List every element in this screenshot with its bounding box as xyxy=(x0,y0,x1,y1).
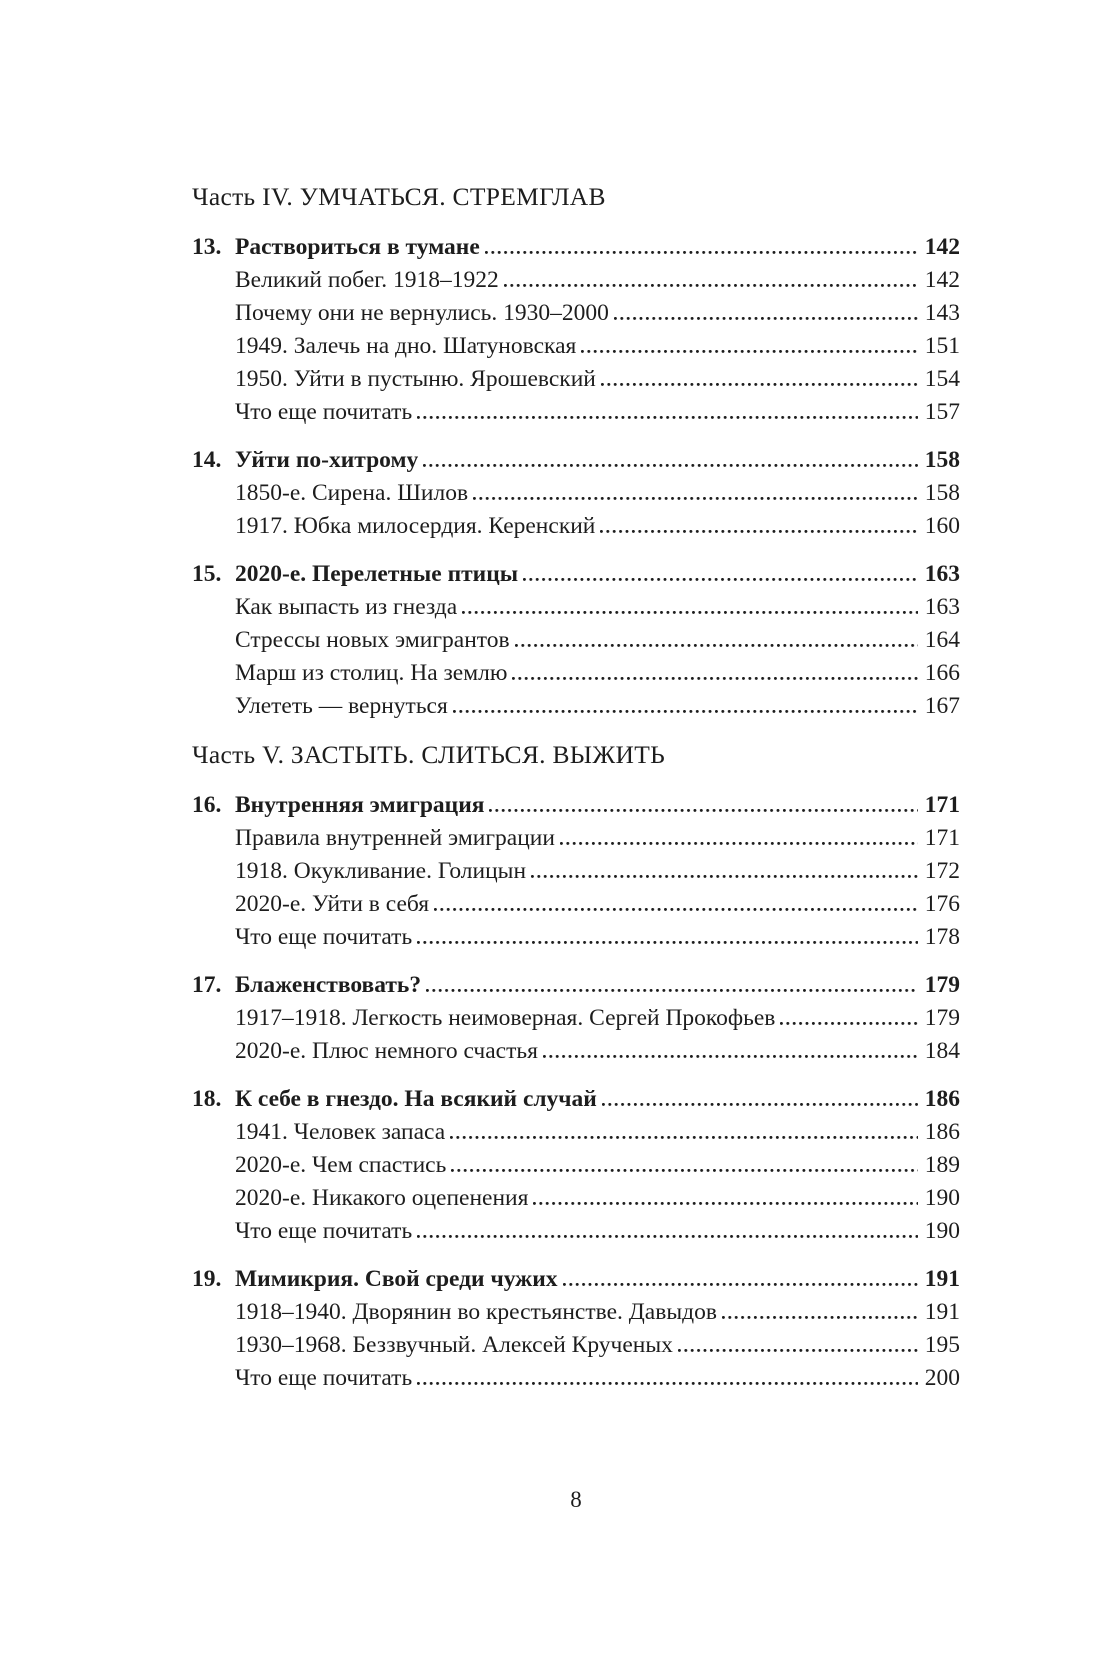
toc-chapter-entry xyxy=(192,558,960,591)
toc-sub-entry xyxy=(192,363,960,396)
sub-entry-page-number: 163 xyxy=(924,594,960,620)
dot-leader xyxy=(523,578,918,581)
sub-entry-page-number: 142 xyxy=(924,267,960,293)
toc-chapter-entry xyxy=(192,969,960,1002)
toc-part-heading xyxy=(192,180,960,214)
dot-leader xyxy=(417,416,918,419)
sub-entry-page-number: 178 xyxy=(924,924,960,950)
sub-entry-title: Стрессы новых эмигрантов xyxy=(235,627,510,653)
sub-entry-title: 1950. Уйти в пустыню. Ярошевский xyxy=(235,366,596,392)
toc-sub-entry xyxy=(192,1215,960,1248)
chapter-number: 18. xyxy=(192,1086,222,1112)
dot-leader xyxy=(600,530,917,533)
dot-leader xyxy=(515,644,918,647)
chapter-page-number: 191 xyxy=(924,1266,960,1292)
chapter-title: 2020-е. Перелетные птицы xyxy=(235,561,519,587)
sub-entry-title: 1941. Человек запаса xyxy=(235,1119,446,1145)
sub-entry-page-number: 184 xyxy=(924,1038,960,1064)
chapter-number: 16. xyxy=(192,792,222,818)
toc-chapter-entry xyxy=(192,789,960,822)
dot-leader xyxy=(450,1136,918,1139)
chapter-number: 19. xyxy=(192,1266,222,1292)
chapter-number: 14. xyxy=(192,447,222,473)
dot-leader xyxy=(512,677,917,680)
toc-sub-entry xyxy=(192,921,960,954)
toc-sub-entry xyxy=(192,690,960,723)
sub-entry-title: Что еще почитать xyxy=(235,399,413,425)
sub-entry-title: 1949. Залечь на дно. Шатуновская xyxy=(235,333,577,359)
dot-leader xyxy=(426,989,918,992)
toc-chapter-entry xyxy=(192,444,960,477)
toc-sub-entry xyxy=(192,888,960,921)
dot-leader xyxy=(504,284,918,287)
toc-sub-entry xyxy=(192,1329,960,1362)
dot-leader xyxy=(473,497,918,500)
chapter-page-number: 142 xyxy=(924,234,960,260)
sub-entry-page-number: 171 xyxy=(924,825,960,851)
footer-page-number: 8 xyxy=(570,1487,582,1512)
dot-leader xyxy=(543,1055,918,1058)
toc-sub-entry xyxy=(192,330,960,363)
chapter-title: Блаженствовать? xyxy=(235,972,422,998)
sub-entry-page-number: 172 xyxy=(924,858,960,884)
chapter-title: Уйти по-хитрому xyxy=(235,447,419,473)
dot-leader xyxy=(614,317,918,320)
part-heading-label: Часть V. ЗАСТЫТЬ. СЛИТЬСЯ. ВЫЖИТЬ xyxy=(192,740,666,769)
dot-leader xyxy=(563,1283,918,1286)
dot-leader xyxy=(531,875,918,878)
toc-sub-entry xyxy=(192,1296,960,1329)
chapter-page-number: 158 xyxy=(924,447,960,473)
sub-entry-title: 1930–1968. Беззвучный. Алексей Крученых xyxy=(235,1332,673,1358)
sub-entry-page-number: 158 xyxy=(924,480,960,506)
toc-sub-entry xyxy=(192,1149,960,1182)
dot-leader xyxy=(601,383,918,386)
sub-entry-page-number: 189 xyxy=(924,1152,960,1178)
sub-entry-page-number: 151 xyxy=(924,333,960,359)
sub-entry-page-number: 200 xyxy=(924,1365,960,1391)
sub-entry-page-number: 167 xyxy=(924,693,960,719)
sub-entry-page-number: 164 xyxy=(924,627,960,653)
toc-sub-entry xyxy=(192,624,960,657)
sub-entry-title: 2020-е. Плюс немного счастья xyxy=(235,1038,538,1064)
table-of-contents xyxy=(192,180,960,1395)
toc-sub-entry xyxy=(192,1182,960,1215)
toc-sub-entry xyxy=(192,1116,960,1149)
dot-leader xyxy=(417,1235,918,1238)
chapter-page-number: 163 xyxy=(924,561,960,587)
dot-leader xyxy=(602,1103,918,1106)
dot-leader xyxy=(722,1316,918,1319)
sub-entry-page-number: 195 xyxy=(924,1332,960,1358)
sub-entry-title: 1918. Окукливание. Голицын xyxy=(235,858,527,884)
sub-entry-page-number: 143 xyxy=(924,300,960,326)
chapter-number: 17. xyxy=(192,972,222,998)
dot-leader xyxy=(462,611,918,614)
sub-entry-page-number: 160 xyxy=(924,513,960,539)
toc-sub-entry xyxy=(192,1002,960,1035)
chapter-page-number: 171 xyxy=(924,792,960,818)
dot-leader xyxy=(581,350,917,353)
sub-entry-title: 1918–1940. Дворянин во крестьянстве. Давыдов xyxy=(235,1299,717,1325)
sub-entry-page-number: 190 xyxy=(924,1218,960,1244)
toc-sub-entry xyxy=(192,396,960,429)
dot-leader xyxy=(678,1349,918,1352)
dot-leader xyxy=(423,464,918,467)
sub-entry-title: Улететь — вернуться xyxy=(235,693,448,719)
toc-sub-entry xyxy=(192,477,960,510)
toc-sub-entry xyxy=(192,1362,960,1395)
sub-entry-title: 2020-е. Уйти в себя xyxy=(235,891,430,917)
toc-chapter-entry xyxy=(192,1083,960,1116)
dot-leader xyxy=(780,1022,917,1025)
dot-leader xyxy=(533,1202,917,1205)
sub-entry-title: Что еще почитать xyxy=(235,1218,413,1244)
sub-entry-page-number: 166 xyxy=(924,660,960,686)
dot-leader xyxy=(489,809,917,812)
sub-entry-title: Правила внутренней эмиграции xyxy=(235,825,555,851)
toc-sub-entry xyxy=(192,657,960,690)
chapter-title: Мимикрия. Свой среди чужих xyxy=(235,1266,558,1292)
toc-sub-entry xyxy=(192,510,960,543)
dot-leader xyxy=(451,1169,917,1172)
sub-entry-page-number: 157 xyxy=(924,399,960,425)
sub-entry-title: 1917. Юбка милосердия. Керенский xyxy=(235,513,596,539)
sub-entry-page-number: 186 xyxy=(924,1119,960,1145)
chapter-number: 15. xyxy=(192,561,222,587)
sub-entry-page-number: 191 xyxy=(924,1299,960,1325)
chapter-title: Раствориться в тумане xyxy=(235,234,480,260)
toc-chapter-entry xyxy=(192,231,960,264)
sub-entry-page-number: 179 xyxy=(924,1005,960,1031)
page-footer xyxy=(192,1487,960,1513)
toc-sub-entry xyxy=(192,264,960,297)
sub-entry-page-number: 190 xyxy=(924,1185,960,1211)
toc-sub-entry xyxy=(192,1035,960,1068)
sub-entry-page-number: 176 xyxy=(924,891,960,917)
dot-leader xyxy=(417,941,918,944)
chapter-page-number: 179 xyxy=(924,972,960,998)
dot-leader xyxy=(560,842,918,845)
sub-entry-page-number: 154 xyxy=(924,366,960,392)
chapter-title: Внутренняя эмиграция xyxy=(235,792,485,818)
sub-entry-title: Марш из столиц. На землю xyxy=(235,660,508,686)
toc-sub-entry xyxy=(192,822,960,855)
sub-entry-title: 1850-е. Сирена. Шилов xyxy=(235,480,469,506)
dot-leader xyxy=(485,251,918,254)
sub-entry-title: 2020-е. Никакого оцепенения xyxy=(235,1185,529,1211)
chapter-title: К себе в гнездо. На всякий случай xyxy=(235,1086,597,1112)
dot-leader xyxy=(453,710,918,713)
part-heading-label: Часть IV. УМЧАТЬСЯ. СТРЕМГЛАВ xyxy=(192,182,606,211)
chapter-page-number: 186 xyxy=(924,1086,960,1112)
sub-entry-title: 2020-е. Чем спастись xyxy=(235,1152,447,1178)
sub-entry-title: Почему они не вернулись. 1930–2000 xyxy=(235,300,609,326)
sub-entry-title: Как выпасть из гнезда xyxy=(235,594,458,620)
toc-sub-entry xyxy=(192,297,960,330)
sub-entry-title: Что еще почитать xyxy=(235,1365,413,1391)
toc-chapter-entry xyxy=(192,1263,960,1296)
toc-sub-entry xyxy=(192,591,960,624)
toc-part-heading xyxy=(192,738,960,772)
dot-leader xyxy=(417,1382,918,1385)
dot-leader xyxy=(434,908,918,911)
sub-entry-title: 1917–1918. Легкость неимоверная. Сергей Прокофьев xyxy=(235,1005,776,1031)
chapter-number: 13. xyxy=(192,234,222,260)
sub-entry-title: Что еще почитать xyxy=(235,924,413,950)
sub-entry-title: Великий побег. 1918–1922 xyxy=(235,267,499,293)
toc-sub-entry xyxy=(192,855,960,888)
